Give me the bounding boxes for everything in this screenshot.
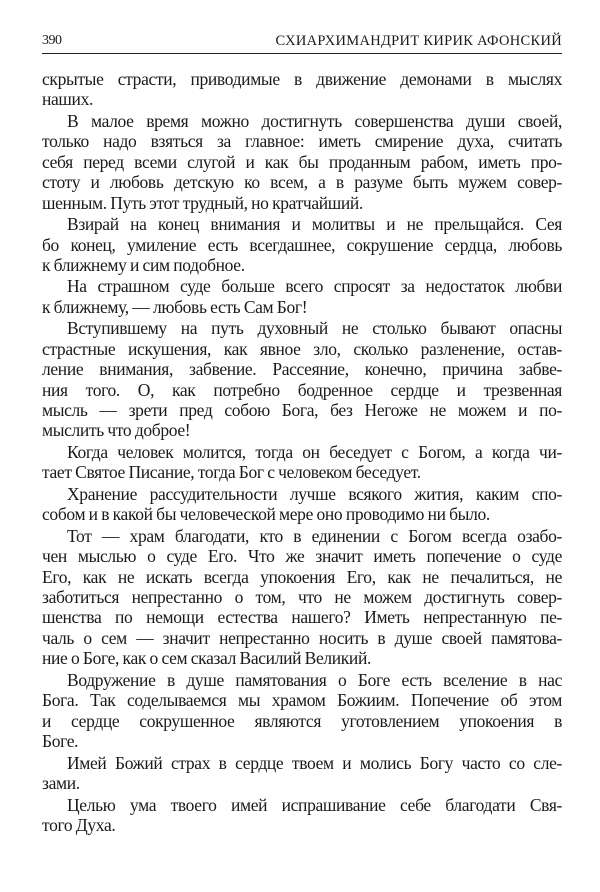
page-body-text bbox=[42, 69, 562, 837]
paragraph bbox=[42, 753, 562, 794]
text-line: того Духа. bbox=[42, 814, 116, 835]
paragraph bbox=[42, 484, 562, 525]
text-line: Его, как не искать всегда упокоения Его, как не печалиться, не bbox=[42, 566, 562, 587]
text-line: себя перед всеми слугой и как бы проданным рабом, иметь про- bbox=[42, 151, 562, 172]
running-title: СХИАРХИМАНДРИТ КИРИК АФОНСКИЙ bbox=[275, 33, 562, 49]
text-line: к ближнему и сим подобное. bbox=[42, 254, 245, 275]
text-line: Имей Божий страх в сердце твоем и молись Богу часто со сле- bbox=[67, 752, 562, 773]
paragraph bbox=[42, 442, 562, 483]
text-line: страстные искушения, как явное зло, сколько разленение, остав- bbox=[42, 338, 562, 359]
text-line: шенства по немощи естества нашего? Иметь непрестанную пе- bbox=[42, 607, 562, 628]
text-line: Взирай на конец внимания и молитвы и не прельщайся. Сея bbox=[67, 214, 562, 235]
text-line: наших. bbox=[42, 89, 93, 110]
text-line: Целью ума твоего имей испрашивание себе благодати Свя- bbox=[67, 794, 562, 815]
paragraph bbox=[42, 276, 562, 317]
text-line: ния того. О, как потребно бодренное сердце и трезвенная bbox=[42, 379, 562, 400]
text-line: Когда человек молится, тогда он беседует с Богом, а когда чи- bbox=[67, 441, 562, 462]
text-line: ние о Боге, как о сем сказал Василий Великий. bbox=[42, 648, 371, 669]
text-line: В малое время можно достигнуть совершенства души своей, bbox=[67, 110, 562, 131]
text-line: стоту и любовь детскую ко всем, а в разуме быть мужем совер- bbox=[42, 172, 562, 193]
text-line: мысль — зрети пред собою Бога, без Негоже не можем и по- bbox=[42, 400, 562, 420]
text-line: скрытые страсти, приводимые в движение демонами в мыслях bbox=[42, 69, 562, 89]
text-line: только надо взяться за главное: иметь смирение духа, считать bbox=[42, 131, 562, 152]
paragraph bbox=[42, 795, 562, 836]
text-line: тает Святое Писание, тогда Бог с человеком беседует. bbox=[42, 462, 421, 483]
text-line: зами. bbox=[42, 772, 80, 793]
text-line: бо конец, умиление есть всегдашнее, сокрушение сердца, любовь bbox=[42, 234, 562, 255]
text-line: чаль о сем — значит непрестанно носить в душе своей памятова- bbox=[42, 627, 562, 648]
text-line: чен мыслью о суде Его. Что же значит иметь попечение о суде bbox=[42, 546, 562, 567]
text-line: Вступившему на путь духовный не столько бывают опасны bbox=[67, 318, 562, 339]
text-line: шенным. Путь этот трудный, но кратчайший. bbox=[42, 192, 363, 213]
text-line: ление внимания, забвение. Рассеяние, конечно, причина забве- bbox=[42, 359, 562, 380]
paragraph bbox=[42, 318, 562, 440]
text-line: собом и в какой бы человеческой мере оно проводимо ни было. bbox=[42, 504, 490, 525]
text-line: и сердце сокрушенное являются уготовлением упокоения в bbox=[42, 710, 562, 731]
text-line: Бога. Так соделываемся мы храмом Божиим. Попечение об этом bbox=[42, 690, 562, 711]
text-line: заботиться непрестанно о том, что не можем достигнуть совер- bbox=[42, 587, 562, 608]
text-line: к ближнему, — любовь есть Сам Бог! bbox=[42, 296, 308, 317]
text-line: Хранение рассудительности лучше всякого жития, каким спо- bbox=[67, 483, 562, 504]
text-line: На страшном суде больше всего спросят за недостаток любви bbox=[67, 276, 562, 297]
paragraph bbox=[42, 69, 562, 110]
page-number: 390 bbox=[42, 33, 62, 48]
text-line: Водружение в душе памятования о Боге есть вселение в нас bbox=[67, 669, 562, 690]
paragraph bbox=[42, 670, 562, 752]
paragraph bbox=[42, 111, 562, 213]
text-line: мыслить что доброе! bbox=[42, 420, 191, 441]
text-line: Боге. bbox=[42, 731, 79, 751]
running-header bbox=[42, 31, 562, 54]
text-line: Тот — храм благодати, кто в единении с Богом всегда озабо- bbox=[67, 525, 562, 546]
paragraph bbox=[42, 526, 562, 669]
paragraph bbox=[42, 214, 562, 275]
